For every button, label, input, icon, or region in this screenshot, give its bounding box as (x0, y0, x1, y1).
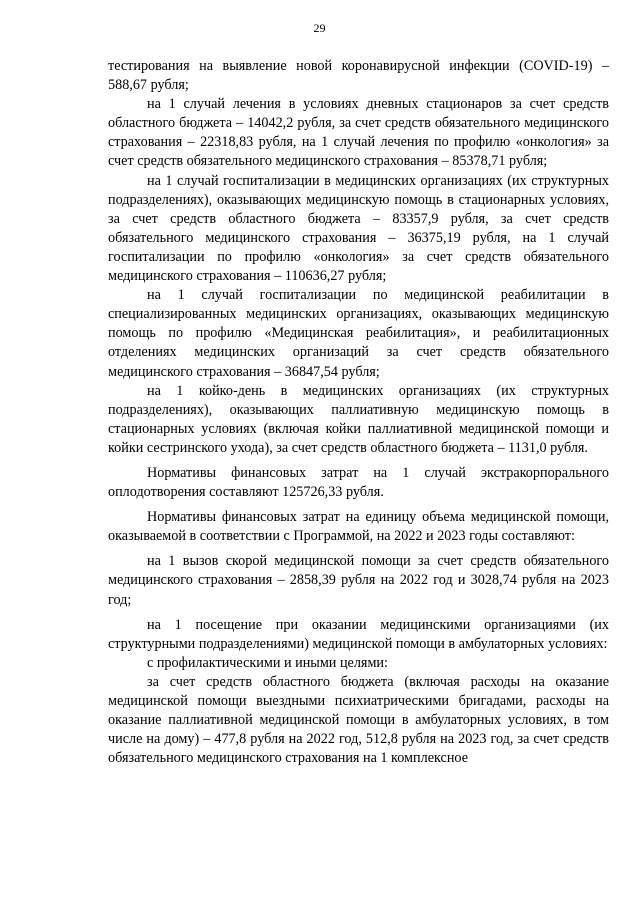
paragraph-rehabilitation: на 1 случай госпитализации по медицинской реабилитации в специализированных медицинских организациях, оказывающих медицинскую помощь по профилю «Медицинская реабилитация», и реабилитационных отделениях медицинских организаций за счет средств обязательного медицинского страхования – 36847,54 рубля; (108, 287, 609, 380)
paragraph-preventive-purposes: с профилактическими и иными целями: (147, 654, 388, 671)
paragraph-covid-testing: тестирования на выявление новой коронавирусной инфекции (COVID-19) – 588,67 рубля; (108, 58, 609, 94)
paragraph-palliative-bed-day: на 1 койко-день в медицинских организациях (их структурных подразделениях), оказывающих паллиативную медицинскую помощь в стационарных условиях (включая койки паллиативной медицинской помощи и койки сестринского ухода), за счет средств областного бюджета – 1131,0 рубля. (108, 382, 609, 456)
paragraph-ambulance-call: на 1 вызов скорой медицинской помощи за счет средств обязательного медицинского страхования – 2858,39 рубля на 2022 год и 3028,74 рубля на 2023 год; (108, 553, 609, 608)
document-body (108, 57, 609, 768)
paragraph-ivf-norms: Нормативы финансовых затрат на 1 случай экстракорпорального оплодотворения составляют 125726,33 рубля. (108, 464, 609, 501)
paragraph-hospitalization: на 1 случай госпитализации в медицинских организациях (их структурных подразделениях), оказывающих медицинскую помощь в стационарных условиях, за счет средств областного бюджета – 83357,9 рубля, за счет средств обязательного медицинского страхования – 36375,19 рубля, на 1 случай госпитализации по профилю «онкология» за счет средств обязательного медицинского страхования – 110636,27 рубля; (108, 172, 609, 285)
page-number: 29 (313, 21, 326, 35)
paragraph-norms-2022-2023: Нормативы финансовых затрат на единицу объема медицинской помощи, оказываемой в соответствии с Программой, на 2022 и 2023 годы составляют: (108, 509, 609, 545)
paragraph-regional-budget-funding: за счет средств областного бюджета (включая расходы на оказание медицинской помощи выездными психиатрическими бригадами, расходы на оказание паллиативной медицинской помощи в амбулаторных условиях, в том числе на дому) – 477,8 рубля на 2022 год, 512,8 рубля на 2023 год, за счет средств обязательного медицинского страхования на 1 комплексное (108, 673, 609, 767)
paragraph-outpatient-visit: на 1 посещение при оказании медицинскими организациями (их структурными подразделениями) медицинской помощи в амбулаторных условиях: (108, 616, 609, 652)
paragraph-day-hospital: на 1 случай лечения в условиях дневных стационаров за счет средств областного бюджета – 14042,2 рубля, за счет средств обязательного медицинского страхования – 22318,83 рубля, на 1 случай лечения по профилю «онкология» за счет средств обязательного медицинского страхования – 85378,71 рубля; (108, 96, 609, 170)
